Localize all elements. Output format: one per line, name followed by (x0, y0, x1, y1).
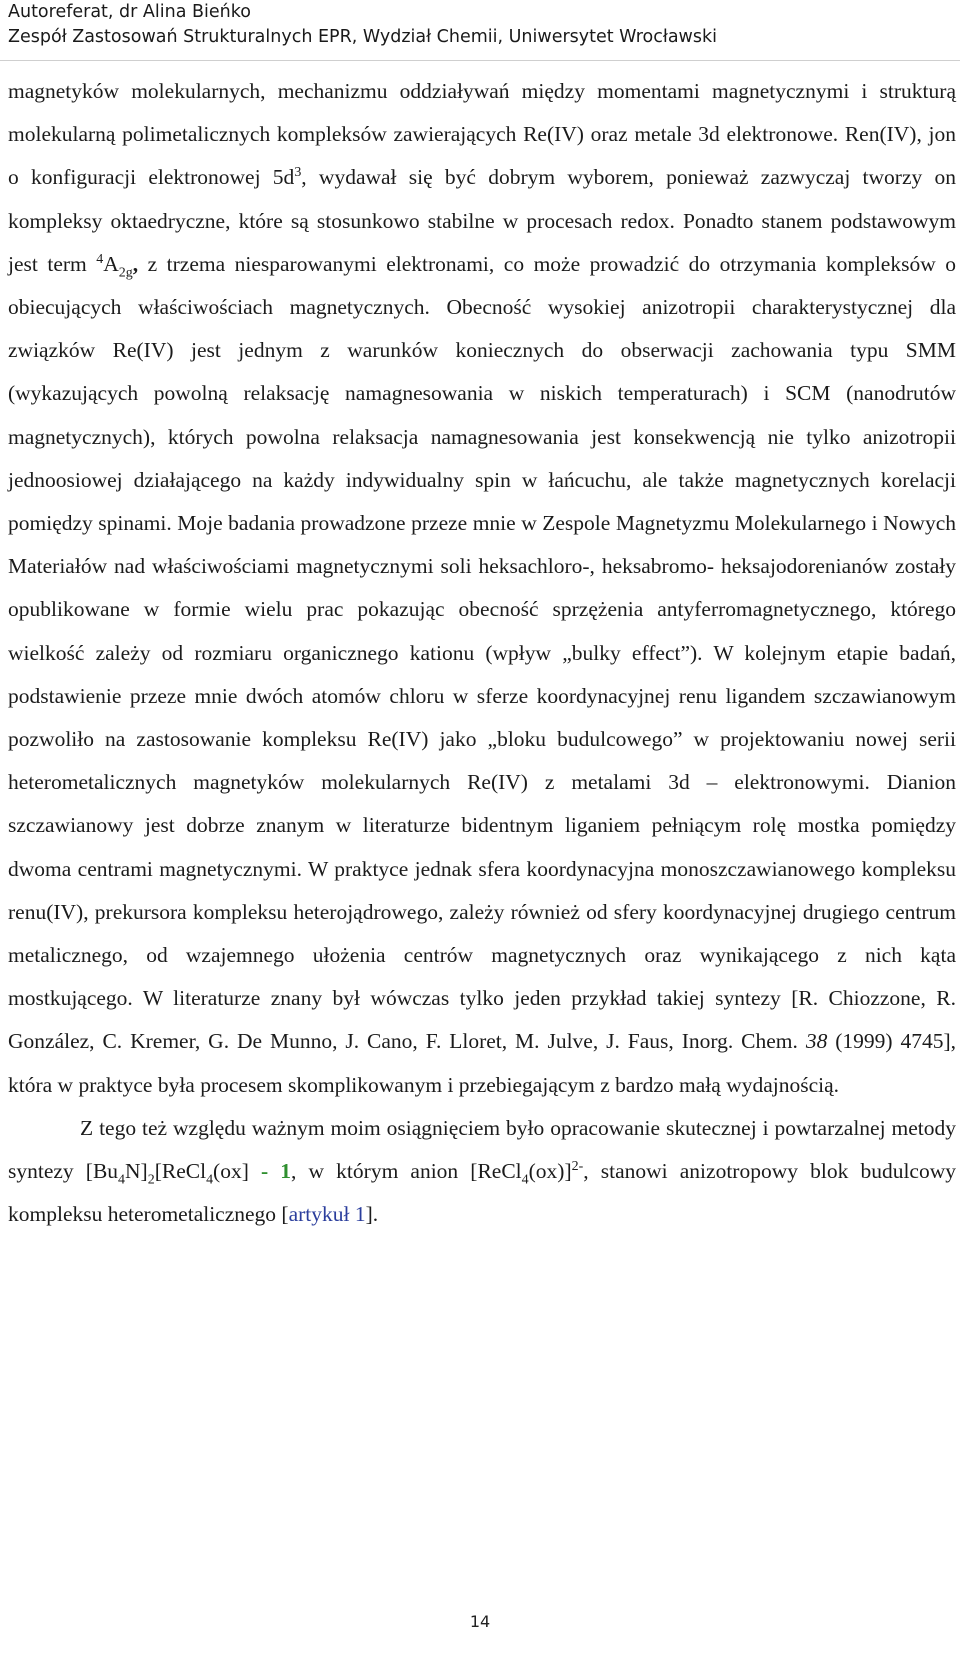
header-divider (0, 60, 960, 61)
article-link[interactable]: artykuł 1 (288, 1202, 366, 1227)
page-header (8, 0, 958, 50)
header-affiliation: Zespół Zastosowań Strukturalnych EPR, Wydział Chemii, Uniwersytet Wrocławski (8, 27, 717, 47)
subscript: 2g (118, 265, 133, 281)
compound-number: 1 (280, 1159, 292, 1184)
document-body (8, 70, 956, 1236)
volume-number: 38 (805, 1029, 828, 1054)
paragraph-2: Z tego też względu ważnym moim osiągnięciem było opracowanie skutecznej i powtarzalnej metody syntezy $[Bu_4N]_2[ReCl_4(ox] - 1$, w którym anion [ReCl$_4$(ox)]$^{2-}$, stanowi anizotropowy blok budulcowy kompleksu heterometalicznego [artykuł 1]. (8, 1115, 956, 1227)
superscript: 4 (96, 251, 104, 267)
header-author: Autoreferat, dr Alina Bieńko (8, 2, 251, 22)
superscript: 3 (294, 165, 302, 181)
paragraph-1: magnetyków molekularnych, mechanizmu oddziaływań między momentami magnetycznymi i strukturą molekularną polimetalicznych kompleksów zawierających Re(IV) oraz metale 3d elektronowe. Ren(IV), jon o konfiguracji elektronowej $5d^3$, wydawał się być dobrym wyborem, ponieważ zazwyczaj tworzy on kompleksy oktaedryczne, które są stosunkowo stabilne w procesach redox. Ponadto stanem podstawowym jest term $^4A_{2g}$, z trzema niesparowanymi elektronami, co może prowadzić do otrzymania kompleksów o obiecujących właściwościach magnetycznych. Obecność wysokiej anizotropii charakterystycznej dla związków Re(IV) jest jednym z warunków koniecznych do obserwacji zachowania typu SMM (wykazujących powolną relaksację namagnesowania w niskich temperaturach) i SCM (nanodrutów magnetycznych), których powolna relaksacja namagnesowania jest konsekwencją nie tylko anizotropii jednoosiowej działającego na każdy indywidualny spin w łańcuchu, ale także magnetycznych korelacji pomiędzy spinami. Moje badania prowadzone przeze mnie w Zespole Magnetyzmu Molekularnego i Nowych Materiałów nad właściwościami magnetycznymi soli heksachloro-, heksabromo- heksajodorenianów zostały opublikowane w formie wielu prac pokazując obecność sprzężenia antyferromagnetycznego, którego wielkość zależy od rozmiaru organicznego kationu (wpływ „bulky effect”). W kolejnym etapie badań, podstawienie przeze mnie dwóch atomów chloru w sferze koordynacyjnej renu ligandem szczawianowym pozwoliło na zastosowanie kompleksu Re(IV) jako „bloku budulcowego” w projektowaniu nowej serii heterometalicznych magnetyków molekularnych Re(IV) z metalami 3d – elektronowymi. Dianion szczawianowy jest dobrze znanym w literaturze bidentnym liganiem pełniącym rolę mostka pomiędzy dwoma centrami magnetycznymi. W praktyce jednak sfera koordynacyjna monoszczawianowego kompleksu renu(IV), prekursora kompleksu heterojądrowego, zależy również od sfery koordynacyjnej drugiego centrum metalicznego, od wzajemnego ułożenia centrów magnetycznych oraz wynikającego z nich kąta mostkującego. W literaturze znany był wówczas tylko jeden przykład takiej syntezy [R. Chiozzone, R. González, C. Kremer, G. De Munno, J. Cano, F. Lloret, M. Julve, J. Faus, Inorg. Chem. 38 (1999) 4745], która w praktyce była procesem skomplikowanym i przebiegającym z bardzo małą wydajnością. (8, 79, 956, 1097)
compound-dash: - (261, 1159, 269, 1184)
page-number: 14 (469, 1612, 491, 1631)
